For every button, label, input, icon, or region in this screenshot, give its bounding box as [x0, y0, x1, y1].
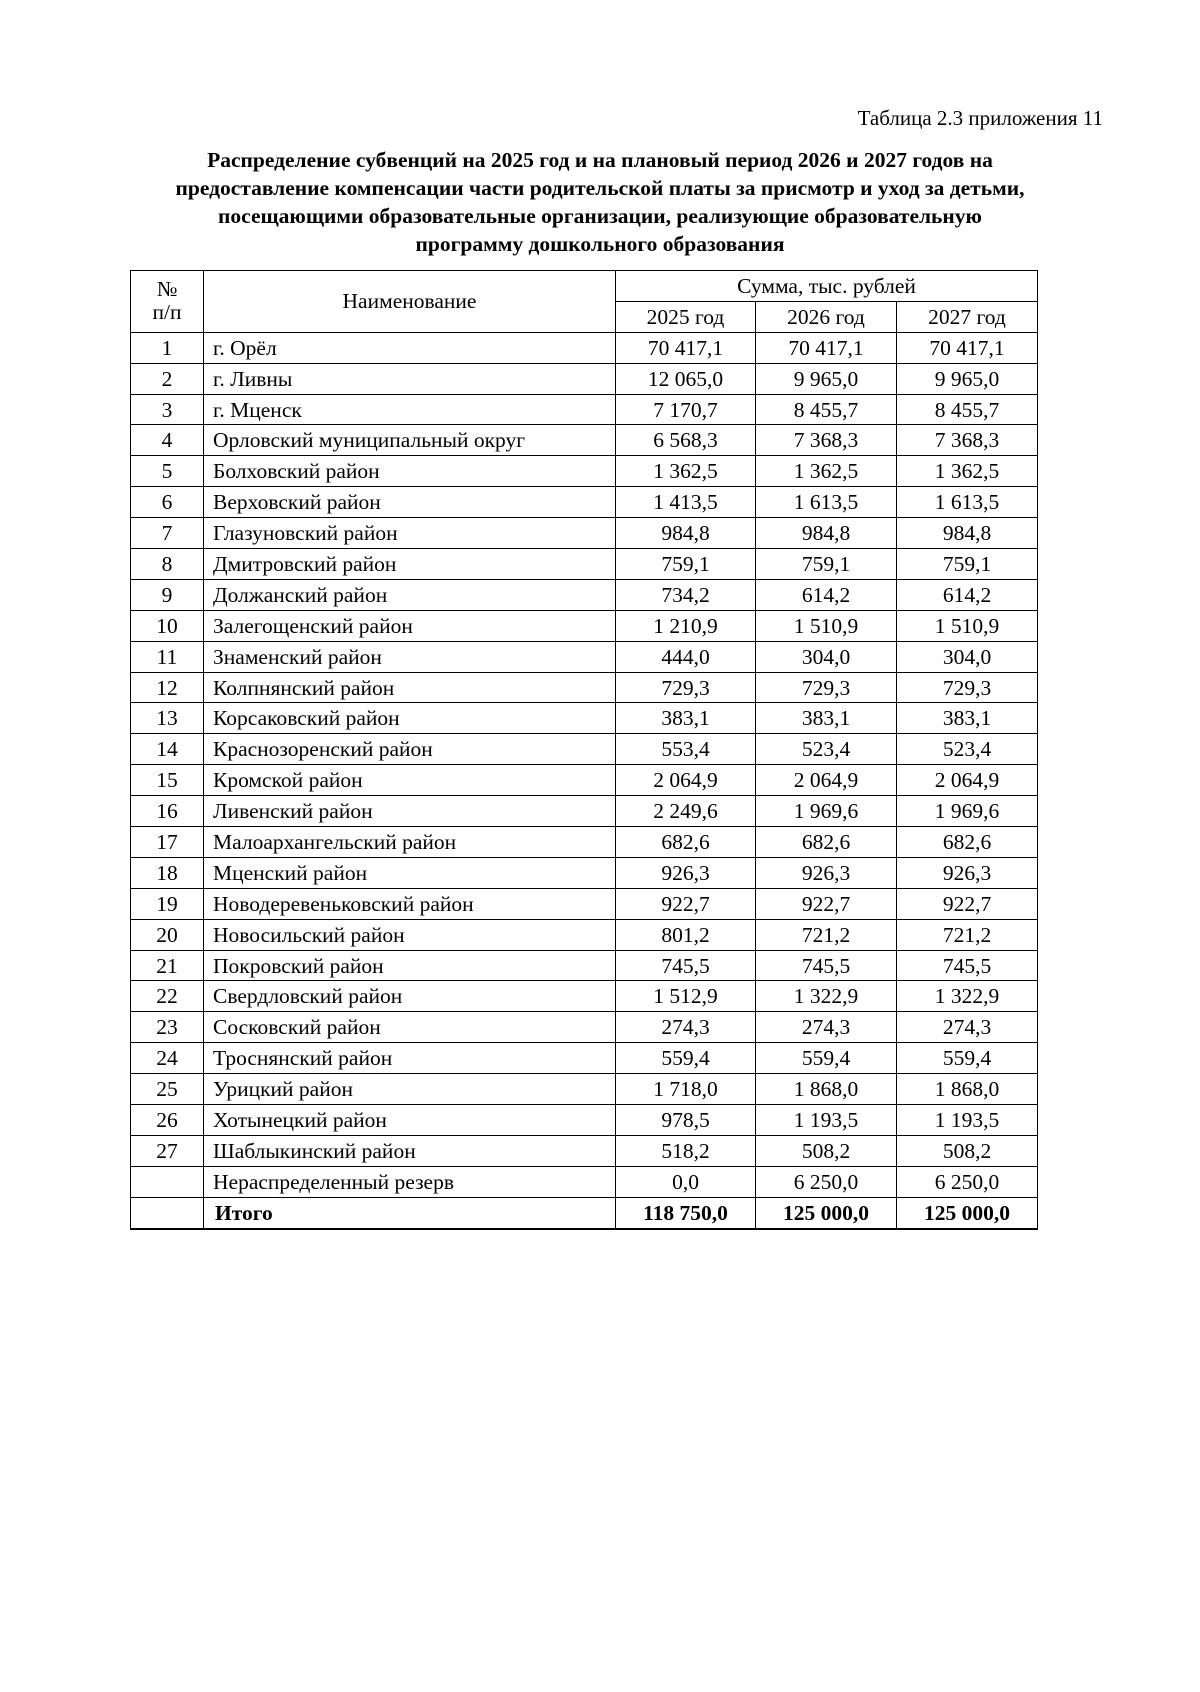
row-number: 21	[131, 950, 204, 981]
row-value-2027: 2 064,9	[897, 765, 1038, 796]
table-row	[131, 796, 1038, 827]
header-year-2025: 2025 год	[616, 301, 756, 332]
row-value-2025: 2 064,9	[616, 765, 756, 796]
row-value-2026: 2 064,9	[756, 765, 897, 796]
row-value-2026: 1 510,9	[756, 610, 897, 641]
table-header	[131, 271, 1038, 333]
row-name: Троснянский район	[204, 1043, 616, 1074]
row-name: Глазуновский район	[204, 518, 616, 549]
row-number: 26	[131, 1105, 204, 1136]
row-name: г. Орёл	[204, 332, 616, 363]
row-number: 15	[131, 765, 204, 796]
total-label: Итого	[204, 1197, 616, 1228]
row-value-2026: 759,1	[756, 549, 897, 580]
row-name: Сосковский район	[204, 1012, 616, 1043]
row-value-2026: 508,2	[756, 1135, 897, 1166]
row-number: 27	[131, 1135, 204, 1166]
row-name: Колпнянский район	[204, 672, 616, 703]
table-body	[131, 332, 1038, 1228]
table-row	[131, 394, 1038, 425]
row-name: Мценский район	[204, 857, 616, 888]
row-value-2027: 6 250,0	[897, 1166, 1038, 1197]
table-row	[131, 487, 1038, 518]
row-value-2027: 984,8	[897, 518, 1038, 549]
row-number: 4	[131, 425, 204, 456]
row-value-2026: 922,7	[756, 888, 897, 919]
row-number: 10	[131, 610, 204, 641]
row-number: 1	[131, 332, 204, 363]
row-number: 13	[131, 703, 204, 734]
row-value-2026: 1 322,9	[756, 981, 897, 1012]
row-value-2025: 553,4	[616, 734, 756, 765]
header-number-symbol: №	[156, 277, 178, 302]
table-row	[131, 703, 1038, 734]
row-number: 9	[131, 579, 204, 610]
row-value-2027: 274,3	[897, 1012, 1038, 1043]
row-value-2025: 1 512,9	[616, 981, 756, 1012]
row-value-2025: 734,2	[616, 579, 756, 610]
row-value-2025: 0,0	[616, 1166, 756, 1197]
row-value-2027: 926,3	[897, 857, 1038, 888]
row-name: Новодеревеньковский район	[204, 888, 616, 919]
title-line: предоставление компенсации части родительской платы за присмотр и уход за детьми,	[175, 176, 1025, 200]
table-row	[131, 765, 1038, 796]
row-name: Кромской район	[204, 765, 616, 796]
row-value-2026: 6 250,0	[756, 1166, 897, 1197]
table-row	[131, 456, 1038, 487]
row-value-2027: 721,2	[897, 919, 1038, 950]
row-name: Должанский район	[204, 579, 616, 610]
row-name: Корсаковский район	[204, 703, 616, 734]
row-value-2025: 1 210,9	[616, 610, 756, 641]
table-row	[131, 549, 1038, 580]
table-row	[131, 1105, 1038, 1136]
row-name: Знаменский район	[204, 641, 616, 672]
row-number: 23	[131, 1012, 204, 1043]
title-line: посещающими образовательные организации, реализующие образовательную	[218, 204, 982, 228]
title-line: программу дошкольного образования	[415, 232, 785, 256]
row-number: 5	[131, 456, 204, 487]
table-row	[131, 1012, 1038, 1043]
row-value-2027: 745,5	[897, 950, 1038, 981]
row-value-2027: 1 613,5	[897, 487, 1038, 518]
row-name: Краснозоренский район	[204, 734, 616, 765]
row-value-2026: 274,3	[756, 1012, 897, 1043]
row-value-2027: 523,4	[897, 734, 1038, 765]
row-number: 25	[131, 1074, 204, 1105]
row-value-2025: 745,5	[616, 950, 756, 981]
header-number-abbr: п/п	[152, 300, 182, 325]
row-value-2025: 2 249,6	[616, 796, 756, 827]
row-value-2027: 1 510,9	[897, 610, 1038, 641]
table-row	[131, 734, 1038, 765]
row-value-2026: 1 362,5	[756, 456, 897, 487]
row-name: Урицкий район	[204, 1074, 616, 1105]
row-value-2026: 1 613,5	[756, 487, 897, 518]
row-name: Малоархангельский район	[204, 827, 616, 858]
row-value-2026: 7 368,3	[756, 425, 897, 456]
row-number: 18	[131, 857, 204, 888]
row-value-2026: 729,3	[756, 672, 897, 703]
row-value-2025: 444,0	[616, 641, 756, 672]
row-value-2027: 1 193,5	[897, 1105, 1038, 1136]
row-number: 17	[131, 827, 204, 858]
row-number: 19	[131, 888, 204, 919]
row-name: г. Мценск	[204, 394, 616, 425]
row-value-2027: 1 868,0	[897, 1074, 1038, 1105]
row-value-2027: 508,2	[897, 1135, 1038, 1166]
row-value-2026: 1 193,5	[756, 1105, 897, 1136]
row-value-2025: 926,3	[616, 857, 756, 888]
row-name: Шаблыкинский район	[204, 1135, 616, 1166]
row-value-2025: 1 413,5	[616, 487, 756, 518]
table-row	[131, 363, 1038, 394]
header-number	[131, 271, 204, 333]
row-value-2026: 745,5	[756, 950, 897, 981]
table-row	[131, 919, 1038, 950]
table-row	[131, 1074, 1038, 1105]
row-number: 11	[131, 641, 204, 672]
table-row	[131, 827, 1038, 858]
header-year-2027: 2027 год	[897, 301, 1038, 332]
row-number: 24	[131, 1043, 204, 1074]
table-row	[131, 950, 1038, 981]
title-line: Распределение субвенций на 2025 год и на плановый период 2026 и 2027 годов на	[207, 148, 993, 172]
row-value-2026: 614,2	[756, 579, 897, 610]
row-value-2025: 984,8	[616, 518, 756, 549]
row-value-2025: 6 568,3	[616, 425, 756, 456]
table-row	[131, 425, 1038, 456]
total-row	[131, 1197, 1038, 1228]
row-name: г. Ливны	[204, 363, 616, 394]
row-name: Новосильский район	[204, 919, 616, 950]
row-value-2026: 682,6	[756, 827, 897, 858]
row-name: Ливенский район	[204, 796, 616, 827]
row-value-2025: 7 170,7	[616, 394, 756, 425]
total-value-2026: 125 000,0	[756, 1197, 897, 1228]
row-number: 20	[131, 919, 204, 950]
total-number-empty	[131, 1197, 204, 1228]
row-value-2027: 614,2	[897, 579, 1038, 610]
table-row	[131, 610, 1038, 641]
row-value-2025: 729,3	[616, 672, 756, 703]
header-year-2026: 2026 год	[756, 301, 897, 332]
row-number: 2	[131, 363, 204, 394]
row-name: Свердловский район	[204, 981, 616, 1012]
row-value-2025: 559,4	[616, 1043, 756, 1074]
row-name: Нераспределенный резерв	[204, 1166, 616, 1197]
row-name: Орловский муниципальный округ	[204, 425, 616, 456]
row-number: 14	[131, 734, 204, 765]
table-row	[131, 1166, 1038, 1197]
row-value-2026: 9 965,0	[756, 363, 897, 394]
table-row	[131, 888, 1038, 919]
document-title	[120, 146, 1080, 258]
row-value-2027: 383,1	[897, 703, 1038, 734]
row-value-2026: 70 417,1	[756, 332, 897, 363]
row-value-2027: 70 417,1	[897, 332, 1038, 363]
header-name: Наименование	[204, 271, 616, 333]
row-name: Покровский район	[204, 950, 616, 981]
row-value-2027: 304,0	[897, 641, 1038, 672]
row-name: Дмитровский район	[204, 549, 616, 580]
row-value-2026: 1 969,6	[756, 796, 897, 827]
table-row	[131, 641, 1038, 672]
header-sum: Сумма, тыс. рублей	[616, 271, 1038, 302]
row-value-2027: 1 322,9	[897, 981, 1038, 1012]
table-row	[131, 1135, 1038, 1166]
row-name: Залегощенский район	[204, 610, 616, 641]
appendix-reference: Таблица 2.3 приложения 11	[857, 106, 1103, 130]
row-value-2025: 70 417,1	[616, 332, 756, 363]
row-value-2027: 8 455,7	[897, 394, 1038, 425]
row-value-2025: 12 065,0	[616, 363, 756, 394]
row-number: 7	[131, 518, 204, 549]
row-value-2027: 759,1	[897, 549, 1038, 580]
row-value-2025: 383,1	[616, 703, 756, 734]
row-name: Болховский район	[204, 456, 616, 487]
row-number: 8	[131, 549, 204, 580]
table-row	[131, 518, 1038, 549]
row-value-2025: 1 362,5	[616, 456, 756, 487]
row-number	[131, 1166, 204, 1197]
row-number: 16	[131, 796, 204, 827]
row-value-2026: 1 868,0	[756, 1074, 897, 1105]
subventions-table	[130, 270, 1038, 1230]
row-value-2026: 926,3	[756, 857, 897, 888]
row-number: 12	[131, 672, 204, 703]
row-value-2025: 759,1	[616, 549, 756, 580]
row-value-2025: 274,3	[616, 1012, 756, 1043]
total-value-2025: 118 750,0	[616, 1197, 756, 1228]
row-number: 6	[131, 487, 204, 518]
row-value-2027: 9 965,0	[897, 363, 1038, 394]
row-value-2026: 304,0	[756, 641, 897, 672]
row-name: Хотынецкий район	[204, 1105, 616, 1136]
table-row	[131, 332, 1038, 363]
row-value-2027: 1 362,5	[897, 456, 1038, 487]
row-number: 3	[131, 394, 204, 425]
row-value-2025: 801,2	[616, 919, 756, 950]
total-value-2027: 125 000,0	[897, 1197, 1038, 1228]
table-row	[131, 857, 1038, 888]
row-name: Верховский район	[204, 487, 616, 518]
row-value-2026: 523,4	[756, 734, 897, 765]
row-value-2027: 729,3	[897, 672, 1038, 703]
row-value-2026: 383,1	[756, 703, 897, 734]
row-value-2027: 1 969,6	[897, 796, 1038, 827]
row-value-2025: 978,5	[616, 1105, 756, 1136]
row-value-2027: 559,4	[897, 1043, 1038, 1074]
row-value-2026: 984,8	[756, 518, 897, 549]
table-row	[131, 672, 1038, 703]
row-number: 22	[131, 981, 204, 1012]
row-value-2027: 922,7	[897, 888, 1038, 919]
table-row	[131, 579, 1038, 610]
row-value-2026: 8 455,7	[756, 394, 897, 425]
row-value-2027: 682,6	[897, 827, 1038, 858]
row-value-2025: 518,2	[616, 1135, 756, 1166]
table-row	[131, 1043, 1038, 1074]
table-row	[131, 981, 1038, 1012]
row-value-2025: 682,6	[616, 827, 756, 858]
header-row	[131, 271, 1038, 302]
row-value-2025: 922,7	[616, 888, 756, 919]
row-value-2027: 7 368,3	[897, 425, 1038, 456]
row-value-2026: 559,4	[756, 1043, 897, 1074]
row-value-2026: 721,2	[756, 919, 897, 950]
row-value-2025: 1 718,0	[616, 1074, 756, 1105]
